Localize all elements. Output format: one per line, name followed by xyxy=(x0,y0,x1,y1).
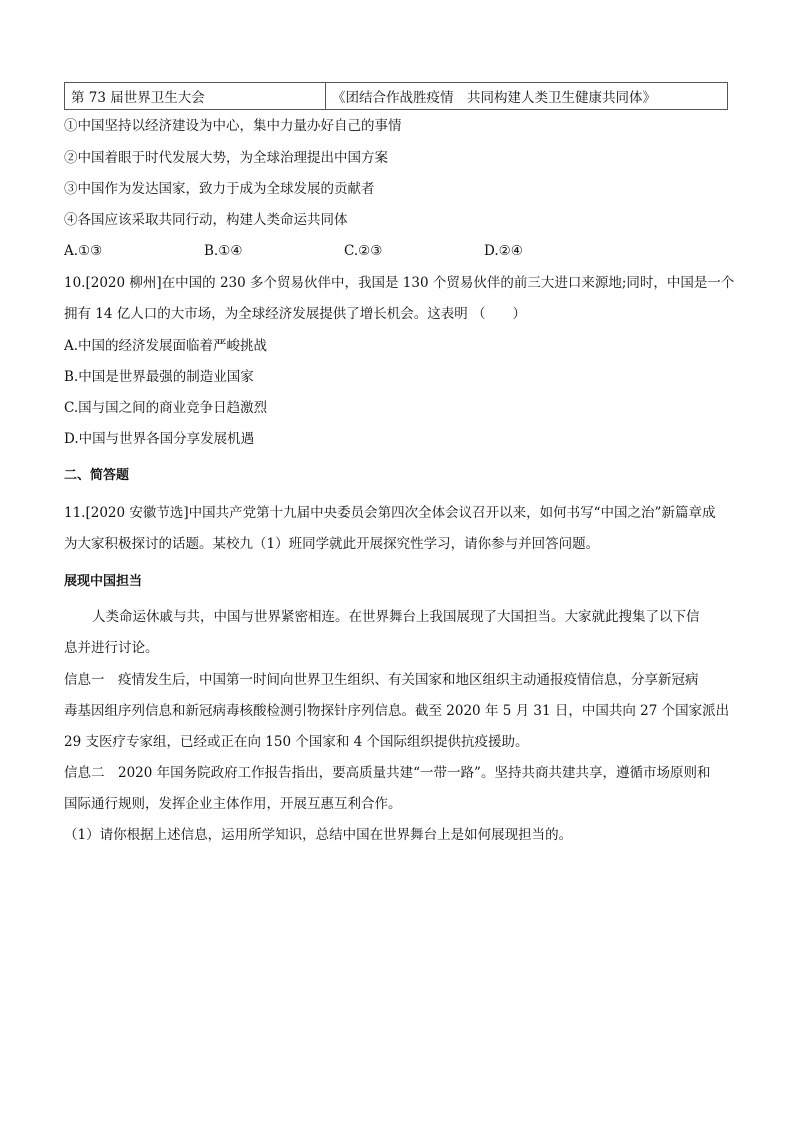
section-heading: 二、简答题 xyxy=(64,468,130,483)
q11-info1-line-2: 毒基因组序列信息和新冠病毒核酸检测引物探针序列信息。截至 2020 年 5 月 31 日，中国共向 27 个国家派出 xyxy=(64,703,730,719)
q11-info2-line-2: 国际通行规则，发挥企业主体作用，开展互惠互利合作。 xyxy=(64,796,402,812)
q9-statement-2: ②中国着眼于时代发展大势，为全球治理提出中国方案 xyxy=(64,150,388,166)
q11-info2-line-1: 信息二 2020 年国务院政府工作报告指出，要高质量共建“一带一路”。坚持共商共建共享，遵循市场原则和 xyxy=(64,765,711,781)
q9-options xyxy=(64,242,664,260)
q10-option-c: C.国与国之间的商业竞争日趋激烈 xyxy=(64,400,268,416)
q9-statement-3: ③中国作为发达国家，致力于成为全球发展的贡献者 xyxy=(64,181,375,197)
info-table xyxy=(64,82,728,110)
q10-stem-line-1: 10.[2020 柳州]在中国的 230 多个贸易伙伴中，我国是 130 个贸易伙伴的前三大进口来源地;同时，中国是一个 xyxy=(64,275,735,291)
q10-option-b: B.中国是世界最强的制造业国家 xyxy=(64,369,254,385)
q11-intro-line-2: 息并进行讨论。 xyxy=(64,640,159,656)
q10-option-a: A.中国的经济发展面临着严峻挑战 xyxy=(64,338,268,354)
q11-stem-line-2: 为大家积极探讨的话题。某校九（1）班同学就此开展探究性学习，请你参与并回答问题。 xyxy=(64,536,600,552)
q9-statement-4: ④各国应该采取共同行动，构建人类命运共同体 xyxy=(64,212,348,228)
q9-option-a: A.①③ xyxy=(64,243,103,259)
table-cell-speech-title: 《团结合作战胜疫情 共同构建人类卫生健康共同体》 xyxy=(326,83,728,110)
q9-option-b: B.①④ xyxy=(204,243,243,259)
q10-stem-line-2: 拥有 14 亿人口的大市场，为全球经济发展提供了增长机会。这表明 （ ） xyxy=(64,306,527,322)
q11-question-1: （1）请你根据上述信息，运用所学知识，总结中国在世界舞台上是如何展现担当的。 xyxy=(64,827,573,843)
q11-subheading: 展现中国担当 xyxy=(64,574,143,589)
table-row xyxy=(65,83,728,110)
q11-intro-line-1: 人类命运休戚与共，中国与世界紧密相连。在世界舞台上我国展现了大国担当。大家就此搜集了以下信 xyxy=(92,609,700,625)
q9-option-c: C.②③ xyxy=(344,243,383,259)
q10-option-d: D.中国与世界各国分享发展机遇 xyxy=(64,431,255,447)
q11-stem-line-1: 11.[2020 安徽节选]中国共产党第十九届中央委员会第四次全体会议召开以来，如何书写“中国之治”新篇章成 xyxy=(64,505,716,521)
q9-statement-1: ①中国坚持以经济建设为中心，集中力量办好自己的事情 xyxy=(64,118,402,134)
q11-info1-line-3: 29 支医疗专家组，已经或正在向 150 个国家和 4 个国际组织提供抗疫援助。 xyxy=(64,734,529,750)
q9-option-d: D.②④ xyxy=(484,243,523,259)
q11-info1-line-1: 信息一 疫情发生后，中国第一时间向世界卫生组织、有关国家和地区组织主动通报疫情信息，分享新冠病 xyxy=(64,672,699,688)
table-cell-event: 第 73 届世界卫生大会 xyxy=(65,83,326,110)
